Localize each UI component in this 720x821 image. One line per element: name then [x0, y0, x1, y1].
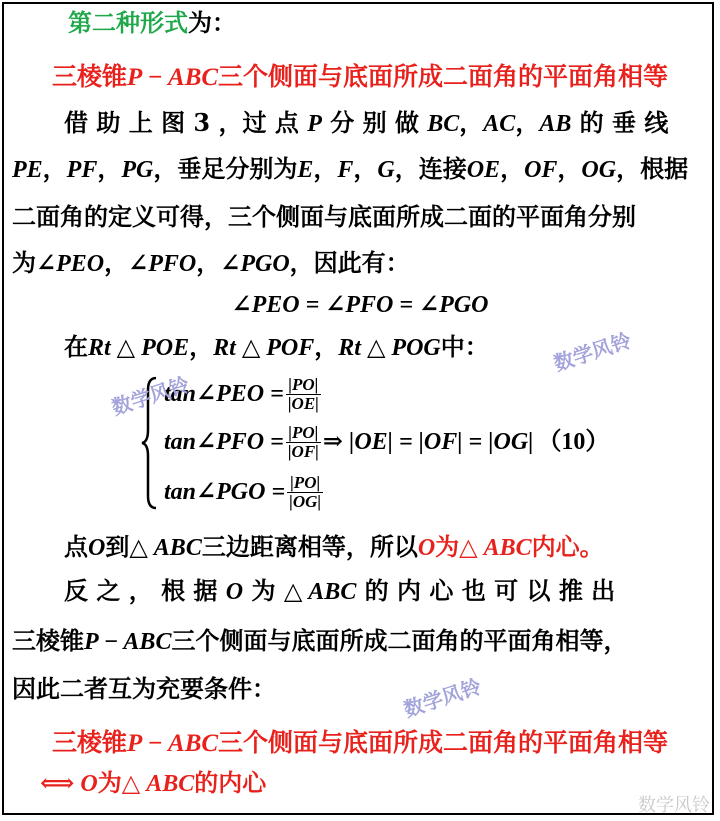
math: O — [225, 579, 244, 605]
text: ， — [515, 108, 540, 137]
text: ， — [313, 154, 338, 183]
math: OG — [581, 157, 617, 183]
math: ∠PGO — [220, 251, 290, 277]
fraction — [287, 474, 323, 511]
text-red: 内心。 — [531, 532, 604, 561]
math: ∠PEO — [36, 251, 105, 277]
math: △ ABC — [129, 535, 202, 561]
text: ， — [104, 248, 129, 277]
text: 的内心 — [194, 768, 267, 797]
math: △ ABC — [121, 771, 195, 797]
math: OE — [466, 157, 501, 183]
text: ，连接 — [394, 154, 467, 183]
text: 借 助 上 图 3 ，过 点 — [64, 108, 308, 137]
math: PG — [121, 157, 154, 183]
watermark-1: 数学风铃 — [108, 372, 193, 420]
text: 三个侧面与底面所成二面角的平面角相等， — [171, 626, 628, 655]
math: PE — [12, 157, 43, 183]
text: ， — [314, 332, 339, 361]
text: 的 内 心 也 可 以 推 出 — [356, 576, 616, 605]
text: 为 — [12, 248, 36, 277]
math: △ ABC — [283, 579, 357, 605]
math: P − ABC — [84, 629, 172, 655]
text: ，因此有： — [289, 248, 410, 277]
heading-green: 第二种形式 — [68, 8, 188, 37]
system-row-2 — [164, 424, 720, 461]
prop2-a: 三棱锥 — [51, 728, 127, 757]
iff-symbol: ⟺ — [40, 771, 75, 797]
text: 分 别 做 — [321, 108, 428, 137]
prop2-b: P − ABC — [126, 730, 219, 757]
converse-line3: 因此二者互为充要条件： — [12, 674, 276, 703]
denominator: |OG| — [289, 492, 322, 511]
denominator: |OE| — [287, 394, 319, 413]
text: 三棱锥 — [12, 626, 84, 655]
numerator: |PO| — [286, 376, 321, 395]
system-lhs: tan∠PGO = — [164, 479, 286, 505]
math: Rt △ POG — [338, 335, 441, 361]
math: P — [307, 111, 322, 137]
math: AB — [539, 111, 572, 137]
text: 为 — [97, 768, 122, 797]
equation-angles-equal: ∠PEO = ∠PFO = ∠PGO — [231, 292, 489, 318]
math-red: O — [417, 535, 436, 561]
numerator: |PO| — [287, 474, 323, 493]
math: OF — [524, 157, 558, 183]
text: ， — [196, 248, 221, 277]
text: 为 — [243, 576, 284, 605]
text: ，垂足分别为 — [153, 154, 298, 183]
text: ， — [42, 154, 67, 183]
math: O — [88, 535, 106, 561]
proposition-2 — [0, 726, 720, 761]
heading-rest: 为： — [188, 8, 236, 37]
para1-line3: 二面角的定义可得，三个侧面与底面所成二面的平面角分别 — [12, 202, 636, 231]
math: E — [297, 157, 314, 183]
text-red: 为 — [435, 532, 460, 561]
text: ， — [459, 108, 484, 137]
math: G — [377, 157, 395, 183]
para1-line2 — [0, 152, 720, 187]
prop1-c: 三个侧面与底面所成二面角的平面角相等 — [218, 62, 669, 91]
math: AC — [483, 111, 516, 137]
text: ， — [189, 332, 214, 361]
system-lhs: tan∠PEO = — [164, 381, 284, 407]
math: F — [337, 157, 354, 183]
text: ，根据 — [616, 154, 689, 183]
text: 的 垂 线 — [571, 108, 669, 137]
para1-line1 — [0, 106, 720, 141]
system-row-1 — [164, 376, 464, 413]
text: ， — [353, 154, 378, 183]
watermark-corner: 数学风铃 — [638, 795, 710, 816]
system-rhs: ⇒ |OE| = |OF| = |OG| — [322, 429, 534, 455]
fraction — [286, 424, 321, 461]
fraction — [286, 376, 321, 413]
converse-line1 — [0, 574, 720, 609]
prop1-a: 三棱锥 — [51, 62, 127, 91]
prop1-b: P − ABC — [126, 64, 219, 91]
text: 三边距离相等，所以 — [201, 532, 418, 561]
watermark-3: 数学风铃 — [400, 674, 485, 722]
math: Rt △ POF — [213, 335, 315, 361]
text: ， — [500, 154, 525, 183]
equation-tag: （10） — [537, 429, 610, 455]
numerator: |PO| — [286, 424, 321, 443]
math: ∠PFO — [128, 251, 197, 277]
watermark-2: 数学风铃 — [550, 328, 635, 376]
converse-line2 — [0, 624, 720, 659]
text: 点 — [64, 532, 88, 561]
iff-line — [0, 766, 720, 801]
system-row-3 — [164, 474, 464, 511]
system-lhs: tan∠PFO = — [164, 429, 284, 455]
denominator: |OF| — [287, 442, 319, 461]
text: ， — [557, 154, 582, 183]
text: 中： — [440, 332, 489, 361]
text: 反 之 ， 根 据 — [64, 576, 226, 605]
math: BC — [427, 111, 460, 137]
section-heading — [0, 6, 720, 40]
proposition-1 — [0, 60, 720, 95]
text: ， — [97, 154, 122, 183]
math: PF — [66, 157, 98, 183]
math-red: △ ABC — [459, 535, 532, 561]
text: 在 — [64, 332, 88, 361]
prop2-c: 三个侧面与底面所成二面角的平面角相等 — [218, 728, 669, 757]
text: 到 — [105, 532, 130, 561]
math: Rt △ POE — [88, 335, 190, 361]
math: O — [80, 771, 98, 797]
conclusion-line — [0, 530, 720, 565]
para1-line4 — [0, 246, 720, 281]
